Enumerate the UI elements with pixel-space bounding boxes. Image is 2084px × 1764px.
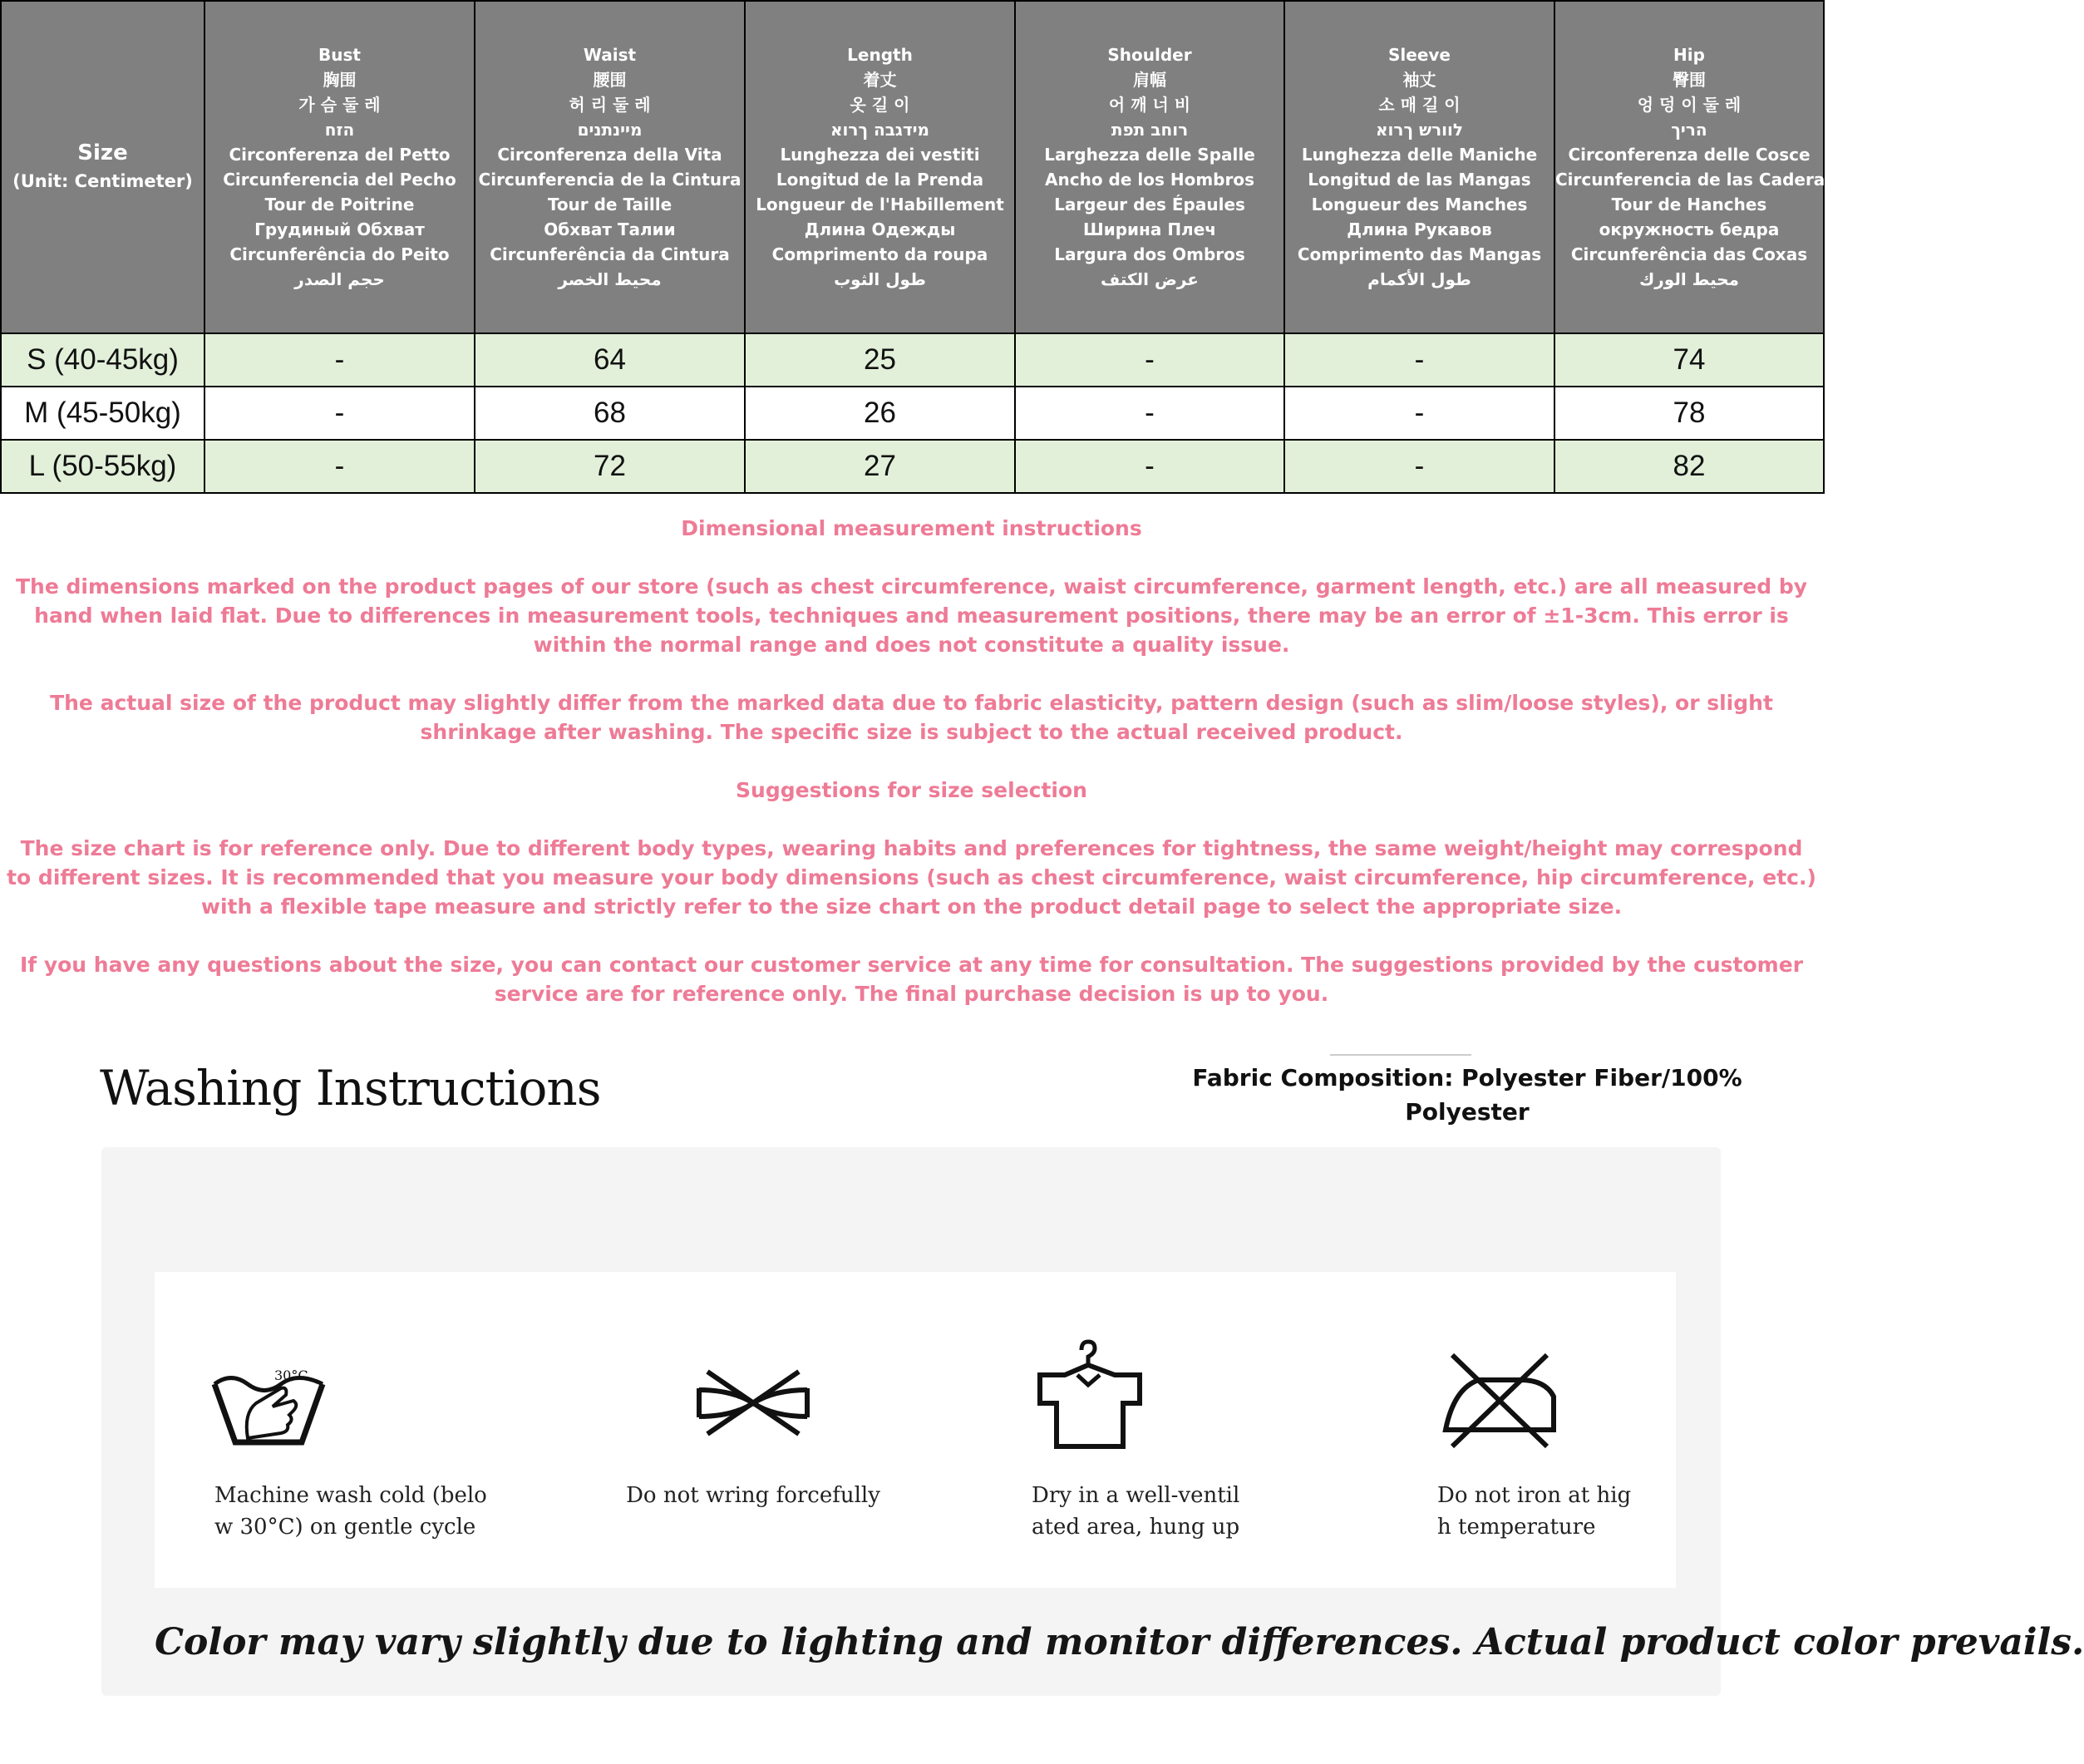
sleeve-cell: - xyxy=(1284,440,1554,493)
machine-wash-30-icon xyxy=(206,1338,331,1463)
wash-temperature-text: 30°C xyxy=(274,1367,308,1383)
header-translation-line: طول الثوب xyxy=(834,269,926,289)
header-translation-line: Largura dos Ombros xyxy=(1054,244,1245,264)
header-translation-line: Lunghezza delle Maniche xyxy=(1301,145,1538,165)
hip-column-header xyxy=(1554,1,1835,333)
measurement-paragraph-2: The actual size of the product may slightly differ from the marked data due to fabric elasticity, pattern design (such as slim/loose styles), or slight shrinkage after washing. The specific size is subject to the actual received product. xyxy=(50,691,1773,744)
header-translation-line: 엉 덩 이 둘 레 xyxy=(1637,95,1742,115)
length-header-title: Length xyxy=(847,45,913,65)
care-label-machine-wash xyxy=(214,1480,497,1543)
suggestions-heading: Suggestions for size selection xyxy=(736,778,1087,802)
header-translation-line: לוורש ךרוא xyxy=(1375,120,1464,140)
header-translation-line: عرض الكتف xyxy=(1101,269,1199,289)
header-translation-line: 허 리 둘 레 xyxy=(569,95,651,115)
care-label-line: ated area, hung up xyxy=(1032,1515,1240,1540)
header-translation-line: Comprimento das Mangas xyxy=(1297,244,1542,264)
header-translation-line: Circunferencia del Pecho xyxy=(223,170,456,190)
header-translation-line: הזח xyxy=(324,120,355,140)
header-translation-line: حجم الصدر xyxy=(294,269,385,289)
header-translation-line: Circunferência da Cintura xyxy=(490,244,730,264)
table-row xyxy=(1,387,1824,440)
care-label-hang-dry xyxy=(1032,1480,1314,1543)
header-translation-line: محيط الخصر xyxy=(558,269,662,289)
header-translation-line: Longueur des Manches xyxy=(1311,195,1528,214)
header-translation-line: 옷 길 이 xyxy=(850,95,910,115)
size-notes xyxy=(0,514,1823,1029)
length-column-header xyxy=(745,1,1015,333)
care-label-line: Machine wash cold (belo xyxy=(214,1483,487,1508)
header-translation-line: Tour de Poitrine xyxy=(264,195,415,214)
header-translation-line: Ширина Плеч xyxy=(1082,219,1216,239)
hip-cell: 78 xyxy=(1554,387,1824,440)
care-symbols-card xyxy=(155,1272,1676,1588)
header-translation-line: 臀围 xyxy=(1673,70,1706,90)
header-translation-line: Comprimento da roupa xyxy=(771,244,988,264)
header-translation-line: Largeur des Épaules xyxy=(1054,195,1245,214)
length-cell: 27 xyxy=(745,440,1015,493)
header-translation-line: Circonferenza del Petto xyxy=(229,145,451,165)
size-chart-table xyxy=(0,0,1835,494)
bust-cell: - xyxy=(204,387,475,440)
bust-header-title: Bust xyxy=(318,45,361,65)
waist-cell: 72 xyxy=(475,440,745,493)
header-translation-line: Длина Одежды xyxy=(804,219,956,239)
header-translation-line: רוחב תפת xyxy=(1111,120,1189,140)
header-translation-line: Circonferenza della Vita xyxy=(497,145,722,165)
header-translation-line: Circunferência do Peito xyxy=(229,244,450,264)
header-translation-line: Грудиный Обхват xyxy=(254,219,425,239)
header-translation-line: طول الأكمام xyxy=(1367,269,1471,289)
hip-header-title: Hip xyxy=(1673,45,1705,65)
care-label-line: h temperature xyxy=(1437,1515,1596,1540)
waist-cell: 68 xyxy=(475,387,745,440)
care-label-do-not-iron xyxy=(1437,1480,1720,1543)
sleeve-cell: - xyxy=(1284,387,1554,440)
size-cell: M (45-50kg) xyxy=(1,387,204,440)
header-translation-line: מיינתנים xyxy=(577,120,643,140)
hang-dry-icon xyxy=(1032,1338,1156,1463)
care-label-line: Dry in a well-ventil xyxy=(1032,1483,1240,1508)
suggestions-paragraph-2: If you have any questions about the size, you can contact our customer service at any time for consultation. The suggestions provided by the customer service are for reference only. The final purchase decision is up to you. xyxy=(19,953,1804,1006)
length-cell: 26 xyxy=(745,387,1015,440)
shoulder-column-header xyxy=(1015,1,1284,333)
shoulder-cell: - xyxy=(1015,333,1284,387)
header-translation-line: окружность бедра xyxy=(1599,219,1780,239)
divider xyxy=(1330,1054,1471,1056)
care-item-hang-dry xyxy=(1032,1338,1314,1543)
bust-column-header xyxy=(204,1,475,333)
care-label-line: Do not iron at hig xyxy=(1437,1483,1632,1508)
header-translation-line: 소 매 길 이 xyxy=(1378,95,1461,115)
header-translation-line: Longitud de las Mangas xyxy=(1308,170,1531,190)
waist-column-header xyxy=(475,1,745,333)
suggestions-paragraph-1: The size chart is for reference only. Due to different body types, wearing habits and preferences for tightness, the same weight/height may correspond to different sizes. It is recommended that you measure your body dimensions (such as chest circumference, waist circumference, hip circumference, etc.) with a flexible tape measure and strictly refer to the size chart on the product detail page to select the appropriate size. xyxy=(7,836,1816,919)
sleeve-header-title: Sleeve xyxy=(1388,45,1451,65)
header-translation-line: Circonferenza delle Cosce xyxy=(1568,145,1811,165)
care-label-line: w 30°C) on gentle cycle xyxy=(214,1515,476,1540)
header-translation-line: Larghezza delle Spalle xyxy=(1044,145,1255,165)
sleeve-column-header xyxy=(1284,1,1554,333)
table-row xyxy=(1,333,1824,387)
care-item-do-not-wring xyxy=(612,1338,894,1511)
header-translation-line: 腰围 xyxy=(593,70,627,90)
header-translation-line: Tour de Hanches xyxy=(1611,195,1767,214)
do-not-iron-icon xyxy=(1437,1338,1562,1463)
header-translation-line: 어 깨 너 비 xyxy=(1108,95,1191,115)
shoulder-cell: - xyxy=(1015,440,1284,493)
header-translation-line: Longueur de l'Habillement xyxy=(756,195,1004,214)
size-header-title: Size xyxy=(77,140,128,165)
size-column-header xyxy=(1,1,204,333)
header-translation-line: Lunghezza dei vestiti xyxy=(780,145,980,165)
table-row xyxy=(1,440,1824,493)
sleeve-cell: - xyxy=(1284,333,1554,387)
do-not-wring-icon xyxy=(691,1338,815,1463)
header-translation-line: הריך xyxy=(1671,120,1707,140)
header-translation-line: Обхват Талии xyxy=(544,219,676,239)
header-translation-line: מידגבה ךרוא xyxy=(830,120,929,140)
header-translation-line: محيط الورك xyxy=(1638,269,1740,289)
header-translation-line: 가 슴 둘 레 xyxy=(298,95,381,115)
care-item-machine-wash xyxy=(214,1338,497,1543)
header-translation-line: Circunferência das Coxas xyxy=(1570,244,1808,264)
header-translation-line: 肩幅 xyxy=(1133,70,1166,90)
size-cell: L (50-55kg) xyxy=(1,440,204,493)
shoulder-header-title: Shoulder xyxy=(1107,45,1192,65)
fabric-composition: Fabric Composition: Polyester Fiber/100% Polyester xyxy=(1192,1064,1742,1126)
waist-header-title: Waist xyxy=(583,45,637,65)
care-item-do-not-iron xyxy=(1437,1338,1720,1543)
bust-cell: - xyxy=(204,333,475,387)
header-translation-line: 胸围 xyxy=(323,70,357,90)
header-translation-line: Длина Рукавов xyxy=(1347,219,1492,239)
header-translation-line: Circunferencia de la Cintura xyxy=(478,170,741,190)
shoulder-cell: - xyxy=(1015,387,1284,440)
size-cell: S (40-45kg) xyxy=(1,333,204,387)
measurement-heading: Dimensional measurement instructions xyxy=(681,516,1142,540)
hip-cell: 82 xyxy=(1554,440,1824,493)
length-cell: 25 xyxy=(745,333,1015,387)
header-translation-line: 着丈 xyxy=(863,70,897,90)
header-translation-line: Ancho de los Hombros xyxy=(1045,170,1254,190)
hip-cell: 74 xyxy=(1554,333,1824,387)
care-label-do-not-wring xyxy=(612,1480,894,1511)
waist-cell: 64 xyxy=(475,333,745,387)
size-chart-header-row xyxy=(1,1,1824,333)
measurement-paragraph-1: The dimensions marked on the product pages of our store (such as chest circumference, waist circumference, garment length, etc.) are all measured by hand when laid flat. Due to differences in measurement tools, techniques and measurement positions, there may be an error of ±1-3cm. This error is within the normal range and does not constitute a quality issue. xyxy=(15,574,1808,657)
color-disclaimer: Color may vary slightly due to lighting and monitor differences. Actual product color prevails. xyxy=(155,1621,2084,1663)
header-translation-line: Circunferencia de las Caderas xyxy=(1555,170,1835,190)
header-translation-line: 袖丈 xyxy=(1402,70,1436,90)
header-translation-line: Longitud de la Prenda xyxy=(776,170,984,190)
size-header-unit: (Unit: Centimeter) xyxy=(12,171,193,191)
bust-cell: - xyxy=(204,440,475,493)
care-label-line: Do not wring forcefully xyxy=(626,1483,880,1508)
washing-instructions-title: Washing Instructions xyxy=(100,1060,601,1116)
header-translation-line: Tour de Taille xyxy=(547,195,672,214)
